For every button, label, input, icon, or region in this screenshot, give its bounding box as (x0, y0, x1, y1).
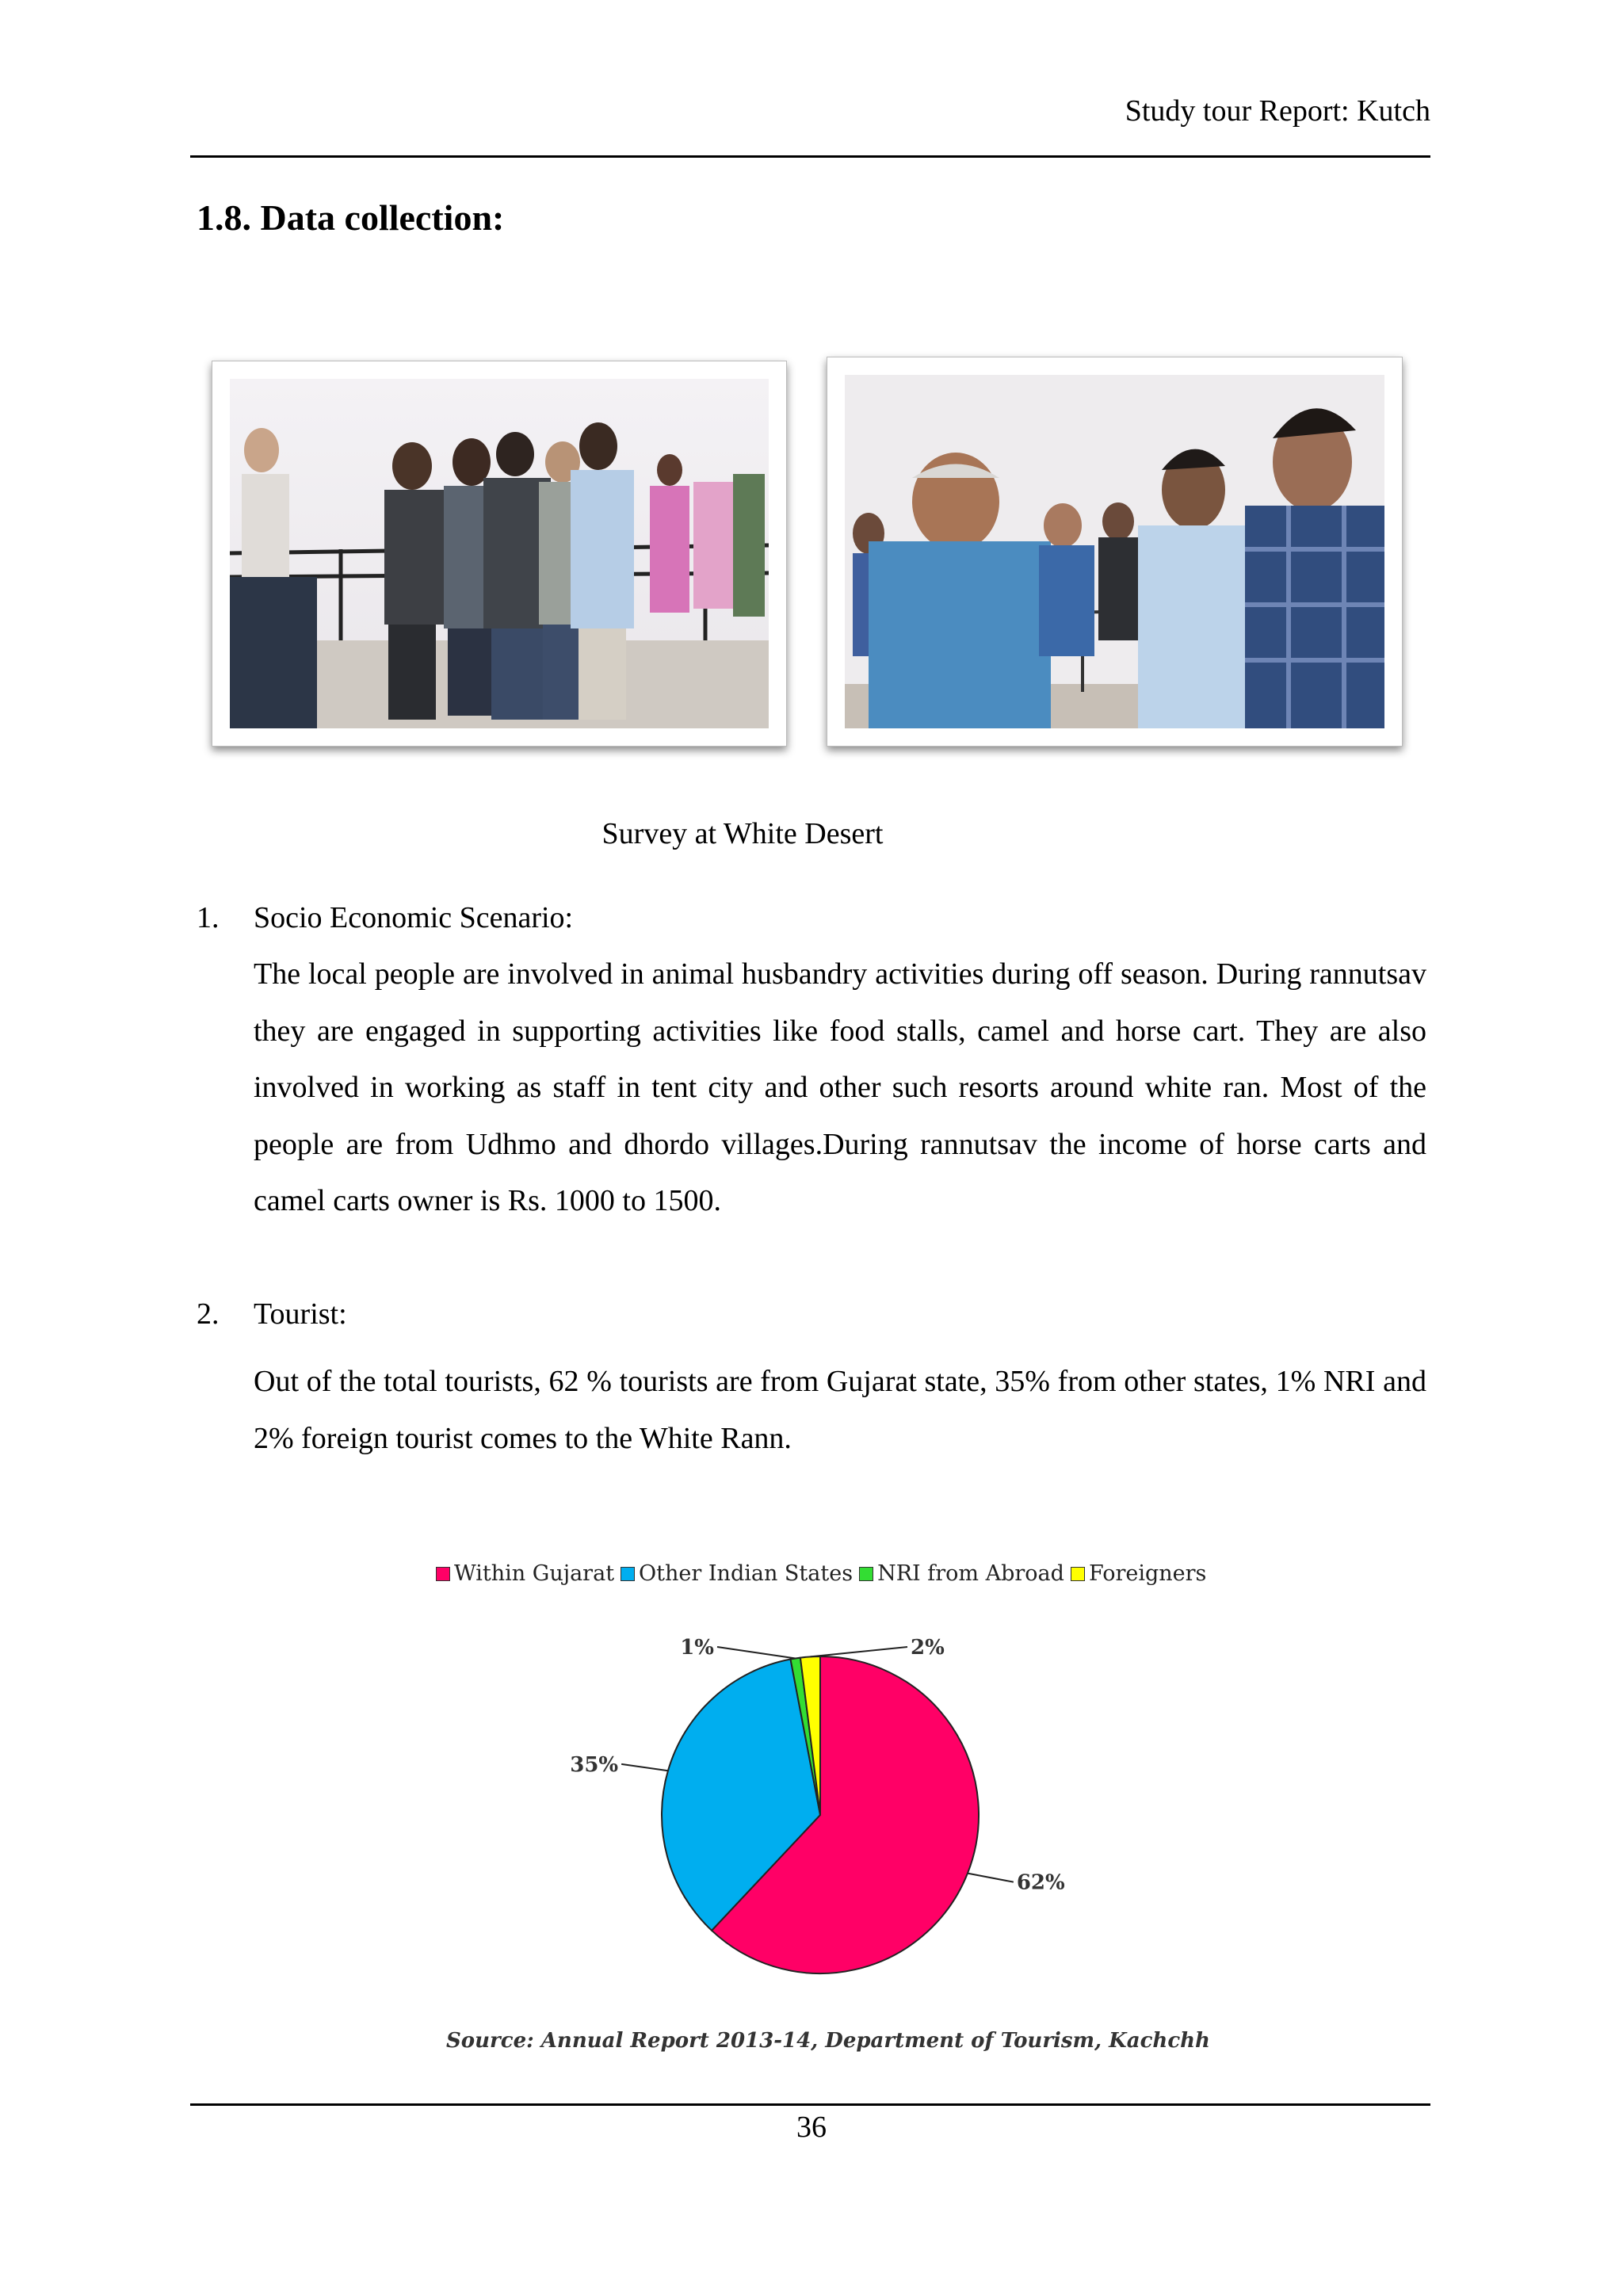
pie-data-label: 1% (680, 1636, 714, 1660)
footer-rule (190, 2103, 1430, 2106)
legend-label: Other Indian States (639, 1561, 854, 1586)
pie-leader-line (621, 1764, 668, 1771)
legend-label: NRI from Abroad (877, 1561, 1064, 1586)
survey-photo-left (212, 361, 787, 747)
header-title: Study tour Report: Kutch (1125, 94, 1430, 128)
photo-group-image (230, 379, 769, 728)
list-item-title: Tourist: (254, 1297, 347, 1331)
list-item-number: 1. (197, 901, 220, 934)
list-item-paragraph: Out of the total tourists, 62 % tourists are from Gujarat state, 35% from other states, 1% NRI and 2% foreign tourist comes to the White Rann. (254, 1365, 1426, 1455)
legend-label: Within Gujarat (454, 1561, 615, 1586)
chart-source: Source: Annual Report 2013-14, Department of Tourism, Kachchh (446, 2029, 1210, 2053)
photo-caption: Survey at White Desert (601, 817, 884, 850)
page-number: 36 (796, 2111, 827, 2144)
pie-leader-line (717, 1647, 796, 1658)
pie-leader-line (810, 1647, 907, 1656)
survey-photo-right (827, 357, 1403, 747)
tourist-pie-chart (420, 1545, 1236, 2061)
legend-label: Foreigners (1088, 1561, 1207, 1586)
pie-data-label: 62% (1016, 1870, 1065, 1895)
pie-leader-line (968, 1874, 1014, 1882)
pie-chart-svg (420, 1545, 1236, 2021)
list-item-number: 2. (197, 1297, 220, 1331)
photo-interview-image (845, 375, 1384, 728)
header-rule (190, 155, 1430, 158)
pie-data-label: 35% (570, 1752, 619, 1777)
list-item-paragraph: The local people are involved in animal husbandry activities during off season. During rannutsav they are engaged in supporting activities like food stalls, camel and horse cart. They are also involved in working as staff in tent city and other such resorts around white ran. Most of the people are from Udhmo and dhordo villages.During rannutsav the income of horse carts and camel carts owner is Rs. 1000 to 1500. (254, 957, 1426, 1217)
list-item-title: Socio Economic Scenario: (254, 901, 574, 934)
section-title: 1.8. Data collection: (197, 197, 505, 238)
pie-data-label: 2% (911, 1636, 945, 1660)
